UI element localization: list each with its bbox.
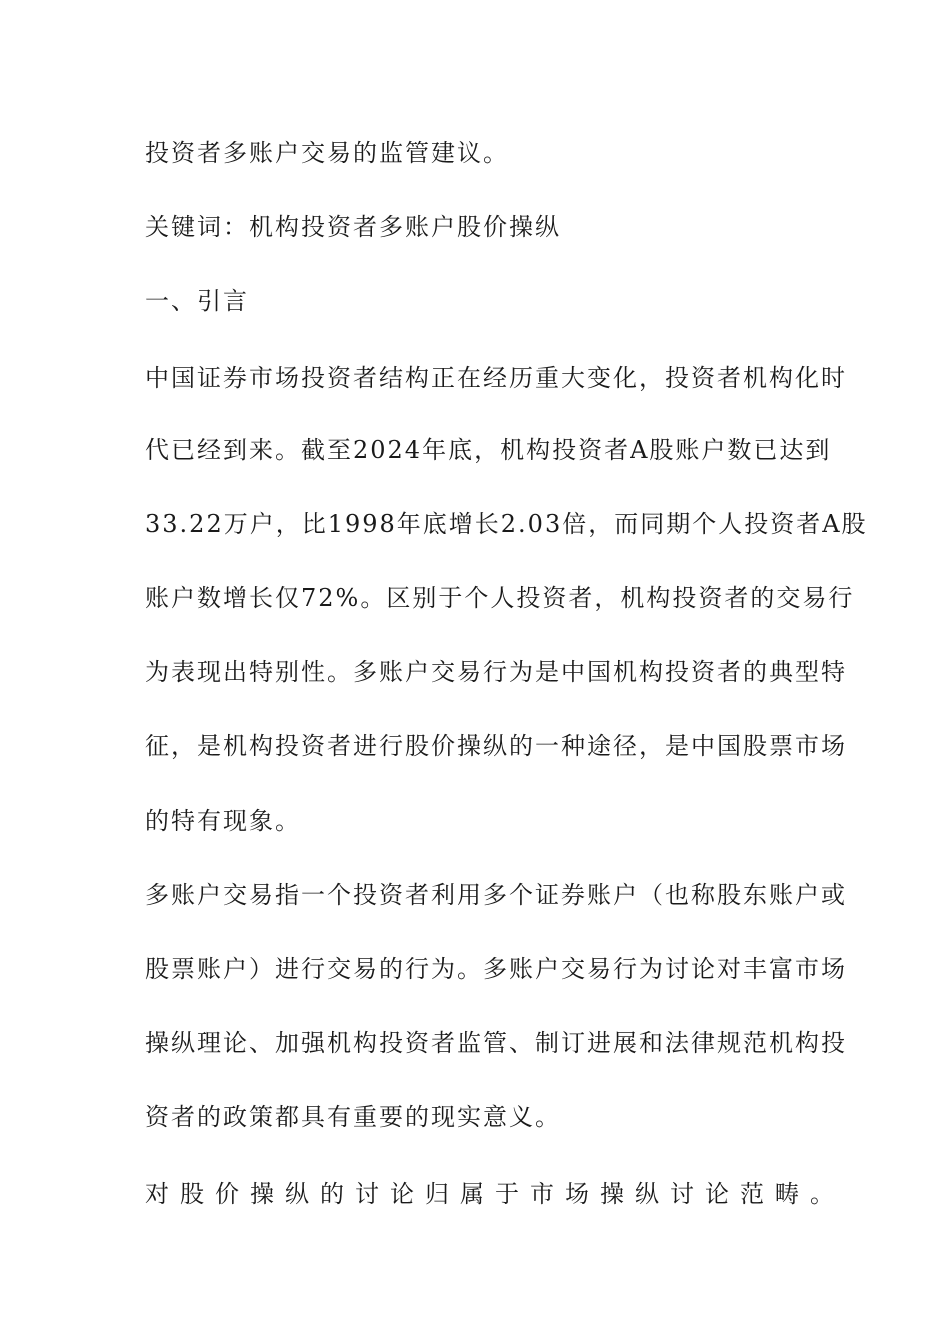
section-heading: 一、引言: [145, 287, 249, 315]
paragraph-line: 的特有现象。: [145, 807, 301, 835]
paragraph-line: 投资者多账户交易的监管建议。: [145, 139, 509, 167]
paragraph-line: 股票账户）进行交易的行为。多账户交易行为讨论对丰富市场: [145, 955, 847, 983]
paragraph-line: 为表现出特别性。多账户交易行为是中国机构投资者的典型特: [145, 658, 847, 686]
paragraph-line: 代已经到来。截至2024年底，机构投资者A股账户数已达到: [145, 436, 832, 464]
keywords-line: 关键词：机构投资者多账户股价操纵: [145, 213, 561, 241]
paragraph-line: 账户数增长仅72%。区别于个人投资者，机构投资者的交易行: [145, 584, 855, 612]
paragraph-line: 对股价操纵的讨论归属于市场操纵讨论范畴。: [145, 1180, 845, 1208]
paragraph-line: 多账户交易指一个投资者利用多个证券账户（也称股东账户或: [145, 881, 847, 909]
paragraph-line: 资者的政策都具有重要的现实意义。: [145, 1103, 561, 1131]
paragraph-line: 33.22万户，比1998年底增长2.03倍，而同期个人投资者A股: [145, 510, 868, 538]
paragraph-line: 中国证券市场投资者结构正在经历重大变化，投资者机构化时: [145, 364, 847, 392]
paragraph-line: 操纵理论、加强机构投资者监管、制订进展和法律规范机构投: [145, 1029, 847, 1057]
paragraph-line: 征，是机构投资者进行股价操纵的一种途径，是中国股票市场: [145, 732, 847, 760]
